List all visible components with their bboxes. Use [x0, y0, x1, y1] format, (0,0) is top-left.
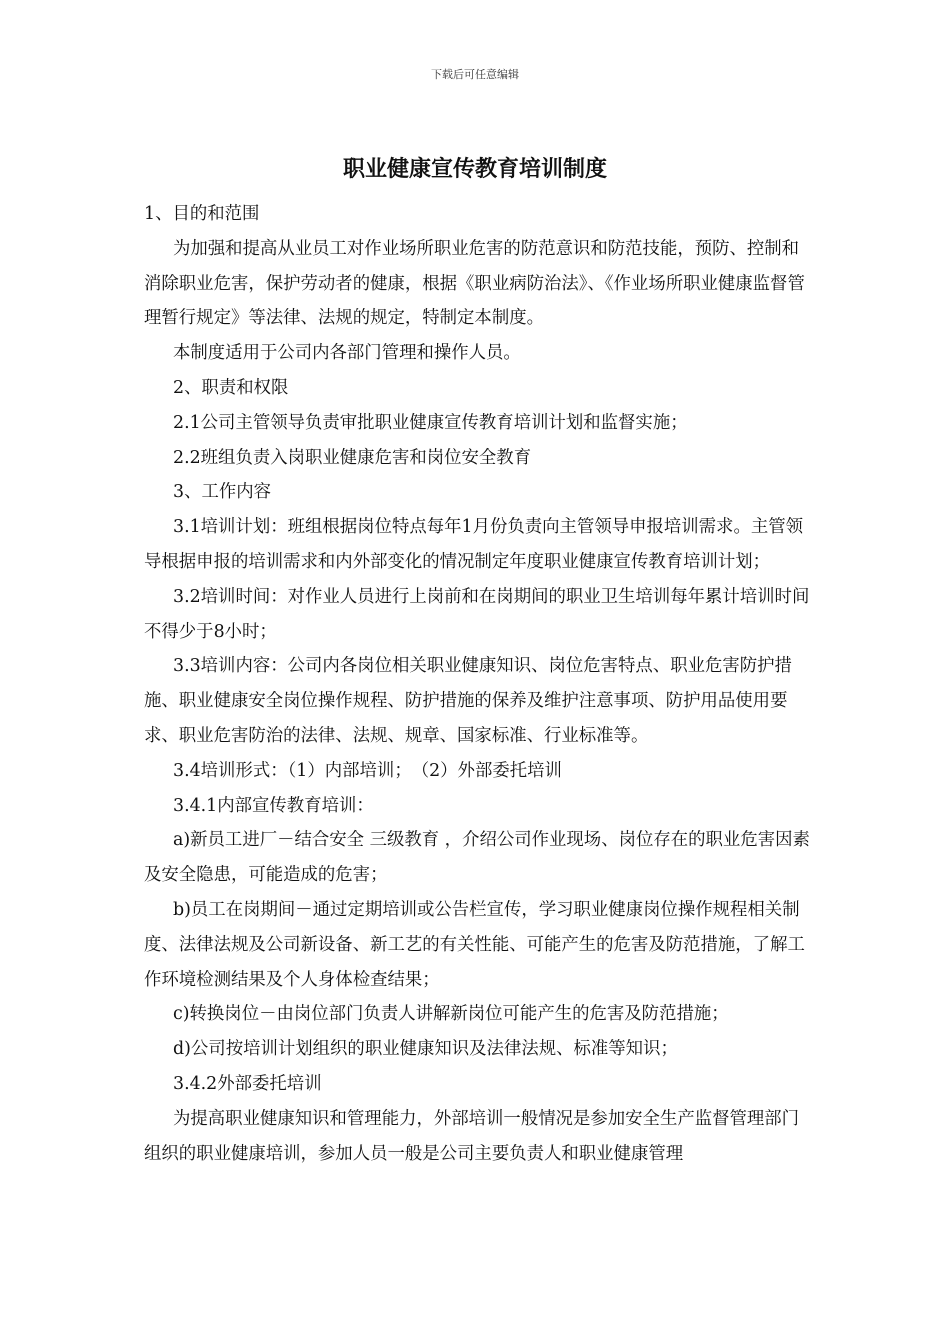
paragraph-3-2: 3.2培训时间：对作业人员进行上岗前和在岗期间的职业卫生培训每年累计培训时间不得少于8小时；	[144, 586, 810, 642]
section-heading-work-content: 3、工作内容	[173, 482, 272, 503]
list-item-a: a)新员工进厂－结合安全 三级教育 ，介绍公司作业现场、岗位存在的职业危害因素及安全隐患，可能造成的危害；	[144, 830, 810, 886]
paragraph-3-4: 3.4培训形式：（1）内部培训； （2）外部委托培训	[173, 760, 562, 781]
section-heading-purpose: 1、目的和范围	[144, 204, 260, 224]
paragraph-3-1: 3.1培训计划：班组根据岗位特点每年1月份负责向主管领导申报培训需求。主管领导根据申报的培训需求和内外部变化的情况制定年度职业健康宣传教育培训计划；	[144, 517, 804, 572]
list-item-d: d)公司按培训计划组织的职业健康知识及法律法规、标准等知识；	[173, 1039, 678, 1060]
paragraph-purpose: 为加强和提高从业员工对作业场所职业危害的防范意识和防范技能，预防、控制和消除职业危害，保护劳动者的健康，根据《职业病防治法》、《作业场所职业健康监督管理暂行规定》等法律、法规的规定，特制定本制度。	[144, 238, 805, 329]
paragraph-2-2: 2.2班组负责入岗职业健康危害和岗位安全教育	[173, 447, 532, 468]
paragraph-2-1: 2.1公司主管领导负责审批职业健康宣传教育培训计划和监督实施；	[173, 412, 688, 433]
paragraph-3-4-1: 3.4.1内部宣传教育培训：	[173, 795, 374, 816]
document-title: 职业健康宣传教育培训制度	[342, 156, 607, 182]
list-item-b: b)员工在岗期间－通过定期培训或公告栏宣传，学习职业健康岗位操作规程相关制度、法律法规及公司新设备、新工艺的有关性能、可能产生的危害及防范措施，了解工作环境检测结果及个人身体检查结果；	[144, 899, 805, 990]
document-body	[144, 197, 812, 1171]
section-heading-responsibilities: 2、职责和权限	[173, 377, 289, 398]
list-item-c: c)转换岗位－由岗位部门负责人讲解新岗位可能产生的危害及防范措施；	[173, 1004, 729, 1025]
paragraph-external-training: 为提高职业健康知识和管理能力，外部培训一般情况是参加安全生产监督管理部门组织的职业健康培训，参加人员一般是公司主要负责人和职业健康管理	[144, 1108, 800, 1164]
paragraph-3-4-2: 3.4.2外部委托培训	[173, 1073, 322, 1094]
paragraph-3-3: 3.3培训内容：公司内各岗位相关职业健康知识、岗位危害特点、职业危害防护措施、职业健康安全岗位操作规程、防护措施的保养及维护注意事项、防护用品使用要求、职业危害防治的法律、法规、规章、国家标准、行业标准等。	[144, 656, 792, 746]
paragraph-scope: 本制度适用于公司内各部门管理和操作人员。	[173, 343, 521, 364]
header-note: 下载后可任意编辑	[431, 68, 519, 81]
